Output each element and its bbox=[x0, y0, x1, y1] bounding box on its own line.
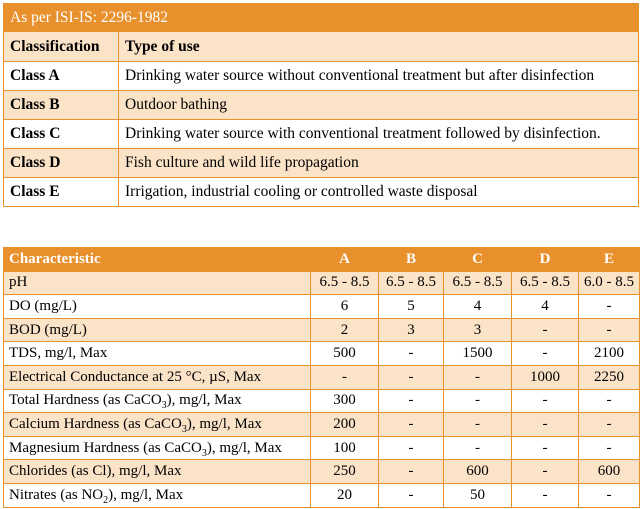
header-class-c: C bbox=[444, 248, 512, 272]
class-value: - bbox=[444, 413, 512, 437]
class-value: 50 bbox=[444, 483, 512, 507]
classification-header-row bbox=[4, 32, 639, 62]
characteristic-name-subscript: 3 bbox=[201, 447, 207, 459]
characteristic-name bbox=[4, 483, 311, 507]
class-value: 2250 bbox=[579, 365, 640, 389]
characteristic-name: Electrical Conductance at 25 °C, µS, Max bbox=[4, 365, 311, 389]
header-class-e: E bbox=[579, 248, 640, 272]
class-value: - bbox=[512, 483, 579, 507]
header-class-d: D bbox=[512, 248, 579, 272]
class-value: - bbox=[512, 436, 579, 460]
class-value: 600 bbox=[444, 460, 512, 484]
characteristic-name-part: ), mg/l, Max bbox=[186, 415, 262, 432]
classification-title-row bbox=[4, 4, 639, 32]
header-characteristic: Characteristic bbox=[4, 248, 311, 272]
class-value: 300 bbox=[311, 389, 379, 413]
table-row bbox=[4, 271, 640, 295]
class-label: Class A bbox=[4, 62, 119, 91]
class-value: 6.5 - 8.5 bbox=[512, 271, 579, 295]
class-value: - bbox=[512, 318, 579, 342]
class-label: Class B bbox=[4, 91, 119, 120]
table-row bbox=[4, 389, 640, 413]
class-value: 5 bbox=[379, 295, 444, 319]
table-row bbox=[4, 149, 639, 178]
class-value: - bbox=[512, 342, 579, 366]
class-value: 20 bbox=[311, 483, 379, 507]
header-class-b: B bbox=[379, 248, 444, 272]
characteristic-name-subscript: 3 bbox=[181, 423, 187, 435]
table-row bbox=[4, 178, 639, 207]
characteristic-name-subscript: 2 bbox=[103, 494, 109, 506]
class-value: - bbox=[379, 413, 444, 437]
characteristic-name-part: Magnesium Hardness (as CaCO bbox=[9, 439, 202, 456]
characteristic-name-subscript: 3 bbox=[161, 400, 167, 412]
class-value: 600 bbox=[579, 460, 640, 484]
class-value: 6.5 - 8.5 bbox=[444, 271, 512, 295]
table-row bbox=[4, 120, 639, 149]
class-value: - bbox=[579, 413, 640, 437]
class-use: Outdoor bathing bbox=[119, 91, 639, 120]
class-label: Class E bbox=[4, 178, 119, 207]
characteristic-name-part: Calcium Hardness (as CaCO bbox=[9, 415, 182, 432]
class-value: - bbox=[512, 460, 579, 484]
class-value: - bbox=[579, 295, 640, 319]
class-value: 200 bbox=[311, 413, 379, 437]
characteristics-body bbox=[4, 248, 640, 508]
table-row bbox=[4, 436, 640, 460]
table-row bbox=[4, 460, 640, 484]
class-use: Drinking water source without conventional treatment but after disinfection bbox=[119, 62, 639, 91]
characteristic-name: Chlorides (as Cl), mg/l, Max bbox=[4, 460, 311, 484]
class-value: 4 bbox=[444, 295, 512, 319]
class-value: 3 bbox=[444, 318, 512, 342]
table-row bbox=[4, 413, 640, 437]
table-row bbox=[4, 295, 640, 319]
class-value: 1000 bbox=[512, 365, 579, 389]
table-row bbox=[4, 483, 640, 507]
class-value: 6.0 - 8.5 bbox=[579, 271, 640, 295]
characteristic-name: DO (mg/L) bbox=[4, 295, 311, 319]
class-value: - bbox=[379, 460, 444, 484]
characteristic-name-part: ), mg/l, Max bbox=[166, 392, 242, 409]
class-value: 6.5 - 8.5 bbox=[379, 271, 444, 295]
class-label: Class D bbox=[4, 149, 119, 178]
class-value: - bbox=[512, 389, 579, 413]
class-value: - bbox=[444, 436, 512, 460]
class-value: 4 bbox=[512, 295, 579, 319]
class-value: - bbox=[379, 389, 444, 413]
characteristic-name bbox=[4, 389, 311, 413]
class-value: - bbox=[579, 389, 640, 413]
class-value: - bbox=[579, 436, 640, 460]
header-type-of-use: Type of use bbox=[119, 32, 639, 62]
characteristic-name-part: Total Hardness (as CaCO bbox=[9, 392, 162, 409]
classification-table bbox=[3, 3, 639, 207]
class-value: - bbox=[444, 365, 512, 389]
class-value: - bbox=[579, 483, 640, 507]
class-value: - bbox=[579, 318, 640, 342]
characteristic-name: BOD (mg/L) bbox=[4, 318, 311, 342]
class-value: - bbox=[311, 365, 379, 389]
table-row bbox=[4, 318, 640, 342]
characteristic-name-part: Nitrates (as NO bbox=[9, 486, 104, 503]
class-value: 1500 bbox=[444, 342, 512, 366]
class-value: 100 bbox=[311, 436, 379, 460]
class-value: 6.5 - 8.5 bbox=[311, 271, 379, 295]
class-value: - bbox=[512, 413, 579, 437]
class-label: Class C bbox=[4, 120, 119, 149]
class-value: - bbox=[379, 365, 444, 389]
table-row bbox=[4, 365, 640, 389]
characteristic-name-part: ), mg/l, Max bbox=[206, 439, 282, 456]
characteristic-name-part: ), mg/l, Max bbox=[108, 486, 184, 503]
class-use: Irrigation, industrial cooling or controlled waste disposal bbox=[119, 178, 639, 207]
table-row bbox=[4, 91, 639, 120]
characteristic-name: TDS, mg/l, Max bbox=[4, 342, 311, 366]
classification-title: As per ISI-IS: 2296-1982 bbox=[4, 4, 639, 32]
class-value: - bbox=[379, 483, 444, 507]
class-value: - bbox=[379, 342, 444, 366]
class-value: 250 bbox=[311, 460, 379, 484]
characteristics-header-row bbox=[4, 248, 640, 272]
characteristics-table bbox=[3, 247, 640, 508]
class-value: 500 bbox=[311, 342, 379, 366]
characteristic-name: pH bbox=[4, 271, 311, 295]
characteristic-name bbox=[4, 436, 311, 460]
header-classification: Classification bbox=[4, 32, 119, 62]
table-row bbox=[4, 62, 639, 91]
class-value: - bbox=[379, 436, 444, 460]
class-value: - bbox=[444, 389, 512, 413]
table-row bbox=[4, 342, 640, 366]
header-class-a: A bbox=[311, 248, 379, 272]
characteristic-name bbox=[4, 413, 311, 437]
class-value: 2100 bbox=[579, 342, 640, 366]
class-use: Drinking water source with conventional treatment followed by disinfection. bbox=[119, 120, 639, 149]
class-value: 2 bbox=[311, 318, 379, 342]
class-use: Fish culture and wild life propagation bbox=[119, 149, 639, 178]
class-value: 3 bbox=[379, 318, 444, 342]
class-value: 6 bbox=[311, 295, 379, 319]
